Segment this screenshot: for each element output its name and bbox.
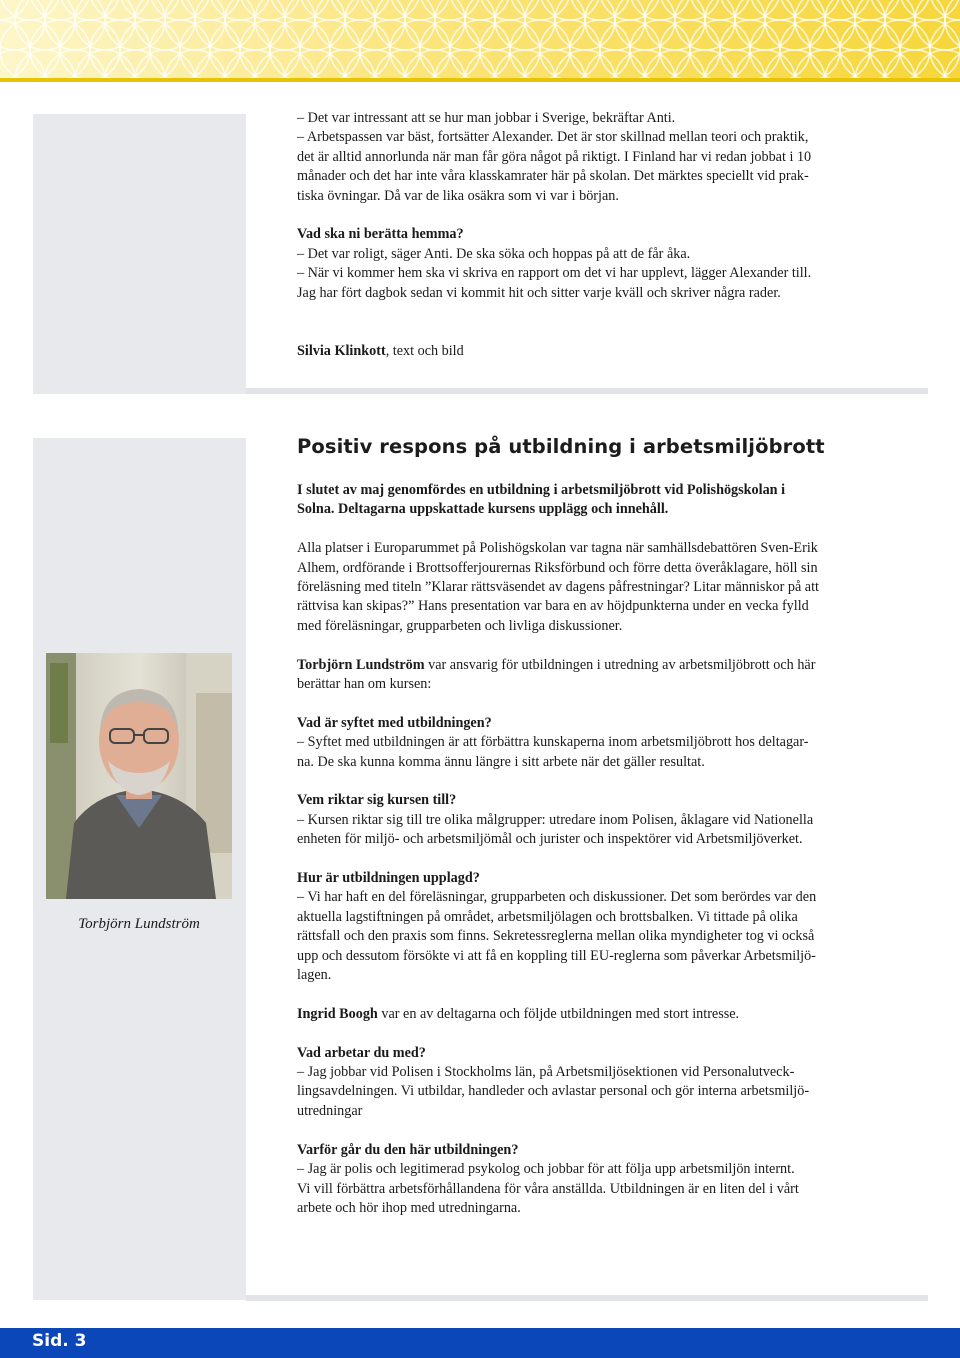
- panel-shadow-top: [246, 388, 928, 394]
- text-line: – Jag jobbar vid Polisen i Stockholms län, på Arbetsmiljösektionen vid Personalutveck-: [297, 1064, 795, 1081]
- text-line: upp och dessutom försökte vi att få en koppling till EU-reglerna som påverkar Arbetsmiljö-: [297, 947, 816, 964]
- text-line: enheten för miljö- och arbetsmiljömål och jurister och inspektörer vid Arbetsmiljöverket.: [297, 831, 803, 848]
- interview-question: Varför går du den här utbildningen?: [297, 1141, 519, 1158]
- text-line: Ingrid Boogh var en av deltagarna och följde utbildningen med stort intresse.: [297, 1005, 740, 1022]
- header-banner: [0, 0, 960, 82]
- text-line: månader och det har inte våra klasskamrater här på skolan. Det märktes speciellt vid prak-: [297, 168, 809, 185]
- article-body: [297, 481, 897, 1218]
- interview-question: Vad arbetar du med?: [297, 1044, 426, 1061]
- byline: Silvia Klinkott, text och bild: [297, 342, 464, 359]
- text-line: rättsfall och den praxis som finns. Sekretessreglerna mellan olika myndigheter tog vi också: [297, 928, 815, 945]
- text-line: Torbjörn Lundström var ansvarig för utbildningen i utredning av arbetsmiljöbrott och här: [297, 656, 816, 673]
- text-line: – Det var roligt, säger Anti. De ska söka och hoppas på att de får åka.: [297, 245, 691, 262]
- interview-question: Hur är utbildningen upplagd?: [297, 870, 480, 887]
- text-line: – Arbetspassen var bäst, fortsätter Alexander. Det är stor skillnad mellan teori och praktik,: [297, 129, 809, 146]
- text-line: Jag har fört dagbok sedan vi kommit hit och sitter varje kväll och skriver några rader.: [297, 284, 781, 301]
- banner-circle-pattern: [0, 0, 960, 82]
- ingress: I slutet av maj genomfördes en utbildning i arbetsmiljöbrott vid Polishögskolan i: [297, 482, 786, 498]
- text-line: – Det var intressant att se hur man jobbar i Sverige, bekräftar Anti.: [297, 110, 676, 126]
- side-panel-top: [33, 114, 246, 394]
- interview-question: Vem riktar sig kursen till?: [297, 792, 457, 809]
- footer-bar: [0, 1328, 960, 1358]
- portrait-photo: [46, 653, 232, 899]
- text-line: Alhem, ordförande i Brottsofferjourernas Riksförbund och förre detta överåklagare, höll sin: [297, 559, 818, 576]
- article-title: Positiv respons på utbildning i arbetsmiljöbrott: [297, 435, 825, 458]
- panel-shadow-bottom: [246, 1295, 928, 1301]
- text-line: – Jag är polis och legitimerad psykolog och jobbar för att följa upp arbetsmiljön internt.: [297, 1161, 795, 1178]
- banner-circle: [915, 0, 960, 50]
- text-line: rättvisa kan skipas?” Hans presentation var bara en av höjdpunkterna under en vecka fylld: [297, 598, 809, 615]
- text-line: – När vi kommer hem ska vi skriva en rapport om det vi har upplevt, lägger Alexander till.: [297, 265, 812, 282]
- text-line: utredningar: [297, 1102, 363, 1119]
- banner-circle: [0, 0, 45, 50]
- text-line: aktuella lagstiftningen på området, arbetsmiljölagen och brottsbalken. Vi tittade på olika: [297, 908, 798, 925]
- text-line: – Kursen riktar sig till tre olika målgrupper: utredare inom Polisen, åklagare vid Nationella: [297, 811, 814, 828]
- text-line: det är alltid annorlunda när man får göra något på riktigt. I Finland har vi redan jobbat i 10: [297, 148, 812, 165]
- text-line: Vi vill förbättra arbetsförhållandena för våra anställda. Utbildningen är en liten del i vårt: [297, 1180, 799, 1197]
- photo-caption: Torbjörn Lundström: [78, 916, 200, 932]
- text-line: – Vi har haft en del föreläsningar, grupparbeten och diskussioner. Det som berördes var den: [297, 889, 817, 906]
- ingress: Solna. Deltagarna uppskattade kursens upplägg och innehåll.: [297, 501, 669, 518]
- text-line: arbete och hör ihop med utredningarna.: [297, 1199, 521, 1216]
- text-line: lingsavdelningen. Vi utbildar, handleder och avlastar personal och gör interna arbetsmiljö-: [297, 1083, 810, 1100]
- text-line: na. De ska kunna komma ännu längre i sitt arbete när det gäller resultat.: [297, 753, 705, 770]
- interview-question: Vad ska ni berätta hemma?: [297, 226, 464, 243]
- text-line: berättar han om kursen:: [297, 676, 432, 693]
- page-number: Sid. 3: [32, 1331, 87, 1351]
- text-line: tiska övningar. Då var de lika osäkra som vi var i början.: [297, 187, 619, 204]
- text-line: – Syftet med utbildningen är att förbättra kunskaperna inom arbetsmiljöbrott hos deltagar-: [297, 734, 809, 751]
- text-line: Alla platser i Europarummet på Polishögskolan var tagna när samhällsdebattören Sven-Erik: [297, 540, 818, 557]
- interview-question: Vad är syftet med utbildningen?: [297, 714, 492, 731]
- text-line: med föreläsningar, grupparbeten och livliga diskussioner.: [297, 617, 623, 634]
- text-line: föreläsning med titeln ”Klarar rättsväsendet av dagens påfrestningar? Litar människor på att: [297, 579, 819, 596]
- text-line: lagen.: [297, 967, 332, 984]
- banner-edge: [0, 78, 960, 82]
- article-continuation: [297, 109, 897, 361]
